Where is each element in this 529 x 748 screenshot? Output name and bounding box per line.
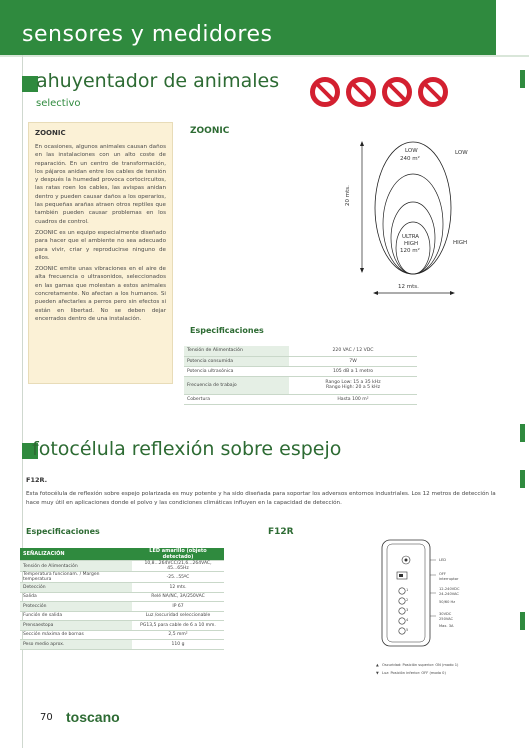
spec-heading: Especificaciones — [190, 326, 264, 335]
terminal-number: 3 — [406, 608, 409, 612]
table-row — [20, 602, 224, 612]
diagram-label-high-area: 120 m² — [400, 248, 420, 254]
spec-value: Luz /oscuridad seleccionable — [132, 611, 224, 621]
legend-light-mode: Luz: Posición inferior: OFF (modo 0) — [382, 671, 446, 675]
terminal-5 — [399, 628, 405, 634]
table-row — [184, 366, 417, 376]
table-row — [20, 572, 224, 583]
section-subtitle: selectivo — [36, 98, 81, 109]
terminal-number: 5 — [406, 628, 409, 632]
spec-label: Sección máxima de bornas — [20, 630, 132, 640]
spec-value: -25...55ºC — [132, 572, 224, 583]
section-title-fotocelula: fotocélula reflexión sobre espejo — [32, 438, 342, 460]
side-tab-marker — [520, 470, 525, 488]
device-label-relay-ac: 250VAC — [439, 617, 453, 621]
page-category-title: sensores y medidores — [22, 22, 273, 47]
f12r-description: Esta fotocélula de reflexión sobre espejo polarizada es muy potente y ha sido diseñada para soportar los adversos entornos industriales. Los 12 metros de detección la hace muy útil en aplicaciones donde el polvo y las condiciones climáticas influyen en la capacidad de detección. — [26, 491, 496, 506]
device-label-relay-dc: 30VDC — [439, 612, 452, 616]
header-value: LED amarillo (objeto detectado) — [132, 548, 224, 561]
table-row — [184, 346, 417, 356]
spec-label: Detección — [20, 583, 132, 593]
spec-value: 220 VAC / 12 VDC — [289, 346, 417, 356]
spec-label: Salida — [20, 592, 132, 602]
terminal-2 — [399, 598, 405, 604]
table-row — [184, 356, 417, 366]
table-row — [184, 376, 417, 394]
spec-label: Tensión de Alimentación — [184, 346, 289, 356]
spec-value: IP 67 — [132, 602, 224, 612]
spec-label: Frecuencia de trabajo — [184, 376, 289, 394]
terminal-number: 2 — [406, 598, 409, 602]
paragraph: En ocasiones, algunos animales causan daños en las instalaciones con un alto coste de reparación. En un centro de transformación, los pájaros anidan entre los cables de tensión y después la humedad provoca cortocircuitos, las ratas roen los cables, las avispas anidan dentro y pueden causar daños a los operarios, las pequeñas arañas atraen otros reptiles que también pueden causar problemas en los cuadros de control. — [35, 144, 166, 225]
box-title: ZOONIC — [35, 129, 66, 137]
spec-label: Cobertura — [184, 394, 289, 404]
coverage-diagram — [340, 138, 510, 298]
table-row — [20, 640, 224, 650]
zoonic-spec-table — [184, 346, 417, 405]
side-tab-marker — [520, 612, 525, 630]
diagram-label-low-area: 240 m² — [400, 156, 420, 162]
spec-label: Temperatura funcionam. / Margen temperatura — [20, 572, 132, 583]
brand-logo-text: toscano — [66, 709, 120, 725]
paragraph: ZOONIC es un equipo especialmente diseñado para hacer que el ambiente no sea adecuado para vivir, criar y reproducirse ninguno de ellos. — [35, 229, 166, 261]
table-header-row — [20, 548, 224, 561]
spec-value: Relé NA/NC, 3A/250VAC — [132, 592, 224, 602]
no-entry-icon — [310, 77, 340, 107]
device-label-supply: 12-240VDC — [439, 587, 460, 591]
table-row — [20, 611, 224, 621]
section-title-ahuyentador: ahuyentador de animales — [36, 70, 280, 92]
table-row — [20, 561, 224, 572]
f12r-spec-table — [20, 548, 224, 650]
terminal-1 — [399, 588, 405, 594]
device-label-led: LED — [439, 558, 447, 562]
no-entry-icon — [418, 77, 448, 107]
spec-value: 7W — [289, 356, 417, 366]
terminal-number: 4 — [406, 618, 409, 622]
no-entry-icon — [382, 77, 412, 107]
terminal-number: 1 — [406, 588, 409, 592]
device-label-relay-max: Max. 3A — [439, 624, 454, 628]
arrow-icon: ▲ — [376, 663, 379, 667]
spec-value: PG13,5 para cable de 6 a 10 mm. — [132, 621, 224, 631]
arrow-icon: ▼ — [376, 671, 379, 675]
device-label-frequency: 50/60 Hz — [439, 600, 456, 604]
diagram-label-low-right: LOW — [455, 150, 468, 156]
diagram-horizontal-dimension: 12 mts. — [398, 284, 419, 290]
zoonic-description-box — [28, 122, 173, 384]
spec-label: Tensión de Alimentación — [20, 561, 132, 572]
device-label-off-switch: interruptor — [439, 577, 459, 581]
legend-dark-mode: Oscuridad: Posición superior: ON (modo 1) — [382, 663, 459, 667]
page-number: 70 — [40, 712, 53, 723]
spec-heading: Especificaciones — [26, 527, 100, 536]
diagram-label-low: LOW — [405, 148, 418, 154]
table-row — [20, 592, 224, 602]
header-notch — [496, 0, 529, 55]
spec-label: Protección — [20, 602, 132, 612]
terminal-3 — [399, 608, 405, 614]
no-entry-icon — [346, 77, 376, 107]
side-tab-marker — [520, 424, 525, 442]
terminal-4 — [399, 618, 405, 624]
product-label-f12r: F12R — [268, 527, 294, 537]
table-row — [20, 621, 224, 631]
header-divider — [0, 55, 529, 57]
table-row — [20, 583, 224, 593]
table-row — [20, 630, 224, 640]
spec-label: Potencia ultrasónica — [184, 366, 289, 376]
spec-value: 12 mts. — [132, 583, 224, 593]
f12r-device-drawing — [378, 538, 438, 650]
spec-value: 10,8...264VCC/21,6...264VAC, 45...65Hz — [132, 561, 224, 572]
diagram-label-high: HIGH — [404, 241, 419, 247]
diagram-vertical-dimension: 20 mts. — [345, 185, 351, 206]
spec-label: Prensaestopa — [20, 621, 132, 631]
header-label: SEÑALIZACIÓN — [20, 548, 132, 561]
paragraph: ZOONIC emite unas vibraciones en el aire de alta frecuencia o ultrasonidos, seleccionados en las gamas que molestan a estos animales concretamente. No afectan a los humanos. Si pueden afectarles a perros pero sin efectos si están en libertad. No se deben dejar encerrados dentro de una instalación. — [35, 266, 166, 322]
model-title: F12R. — [26, 476, 48, 484]
spec-value: 2,5 mm² — [132, 630, 224, 640]
device-label-off: OFF — [439, 572, 446, 576]
side-tab-marker — [520, 70, 525, 88]
spec-value: 110 g — [132, 640, 224, 650]
device-label-supply-ac: 24-240VAC — [439, 592, 459, 596]
spec-label: Potencia consumida — [184, 356, 289, 366]
table-row — [184, 394, 417, 404]
spec-label: Peso medio aprox. — [20, 640, 132, 650]
diagram-label-ultra: ULTRA — [402, 234, 420, 240]
spec-label: Función de salida — [20, 611, 132, 621]
spec-value: Hasta 100 m² — [289, 394, 417, 404]
spec-value: Rango Low: 15 a 35 kHz Rango High: 20 a 5 kHz — [289, 376, 417, 394]
product-label-zoonic: ZOONIC — [190, 126, 230, 136]
spec-value: 105 dB a 1 metro — [289, 366, 417, 376]
diagram-label-high-right: HIGH — [453, 240, 468, 246]
coverage-ellipse — [383, 174, 443, 274]
